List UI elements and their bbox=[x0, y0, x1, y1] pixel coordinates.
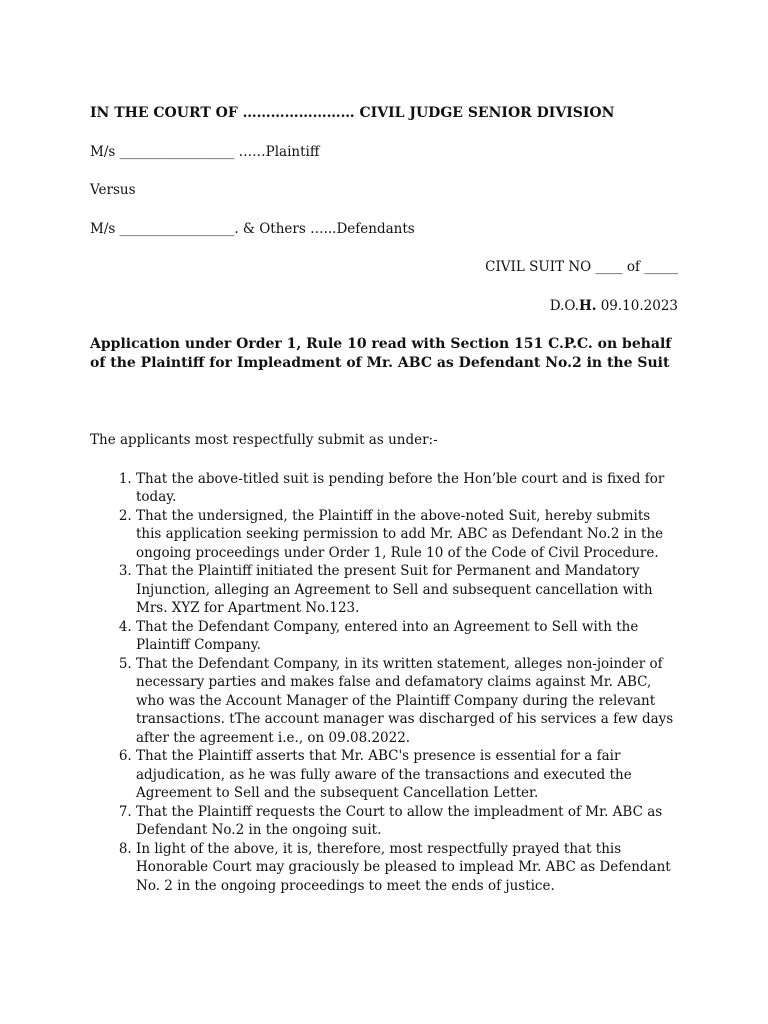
doh-bold: H. bbox=[578, 297, 597, 314]
list-item: 7. That the Plaintiff requests the Court to allow the impleadment of Mr. ABC as Defendant No.2 in the ongoing suit. bbox=[136, 803, 678, 840]
list-item: 6. That the Plaintiff asserts that Mr. ABC's presence is essential for a fair adjudication, as he was fully aware of the transactions and executed the Agreement to Sell and the subsequent Cancellation Letter. bbox=[136, 747, 678, 803]
versus-line: Versus bbox=[90, 182, 136, 198]
intro-text: The applicants most respectfully submit as under:- bbox=[90, 432, 438, 448]
doh-date: 09.10.2023 bbox=[596, 297, 678, 314]
court-heading: IN THE COURT OF …………………… CIVIL JUDGE SENIOR DIVISION bbox=[90, 105, 615, 121]
document-body bbox=[90, 104, 678, 895]
list-item: 3. That the Plaintiff initiated the present Suit for Permanent and Mandatory Injunction, alleging an Agreement to Sell and subsequent cancellation with Mrs. XYZ for Apartment No.123. bbox=[136, 562, 678, 618]
defendants-line: M/s _________________. & Others …...Defendants bbox=[90, 220, 415, 237]
plaintiff-line: M/s _________________ ……Plaintiff bbox=[90, 143, 320, 160]
list-item: 4. That the Defendant Company, entered into an Agreement to Sell with the Plaintiff Company. bbox=[136, 618, 678, 655]
application-title: Application under Order 1, Rule 10 read with Section 151 C.P.C. on behalf of the Plaintiff for Impleadment of Mr. ABC as Defendant No.2 in the Suit bbox=[90, 336, 672, 371]
doh-prefix: D.O. bbox=[549, 297, 579, 314]
date-of-hearing bbox=[90, 297, 678, 316]
list-item: 1. That the above-titled suit is pending before the Hon’ble court and is fixed for today. bbox=[136, 470, 678, 507]
submission-points-list bbox=[90, 470, 678, 896]
list-item: 5. That the Defendant Company, in its written statement, alleges non-joinder of necessary parties and makes false and defamatory claims against Mr. ABC, who was the Account Manager of the Plaintiff Company during the relevant transactions. tThe account manager was discharged of his services a few days after the agreement i.e., on 09.08.2022. bbox=[136, 655, 678, 748]
list-item: 8. In light of the above, it is, therefore, most respectfully prayed that this Honorable Court may graciously be pleased to implead Mr. ABC as Defendant No. 2 in the ongoing proceedings to meet the ends of justice. bbox=[136, 840, 678, 896]
list-item: 2. That the undersigned, the Plaintiff in the above-noted Suit, hereby submits this application seeking permission to add Mr. ABC as Defendant No.2 in the ongoing proceedings under Order 1, Rule 10 of the Code of Civil Procedure. bbox=[136, 507, 678, 563]
civil-suit-number: CIVIL SUIT NO ____ of _____ bbox=[485, 259, 678, 275]
